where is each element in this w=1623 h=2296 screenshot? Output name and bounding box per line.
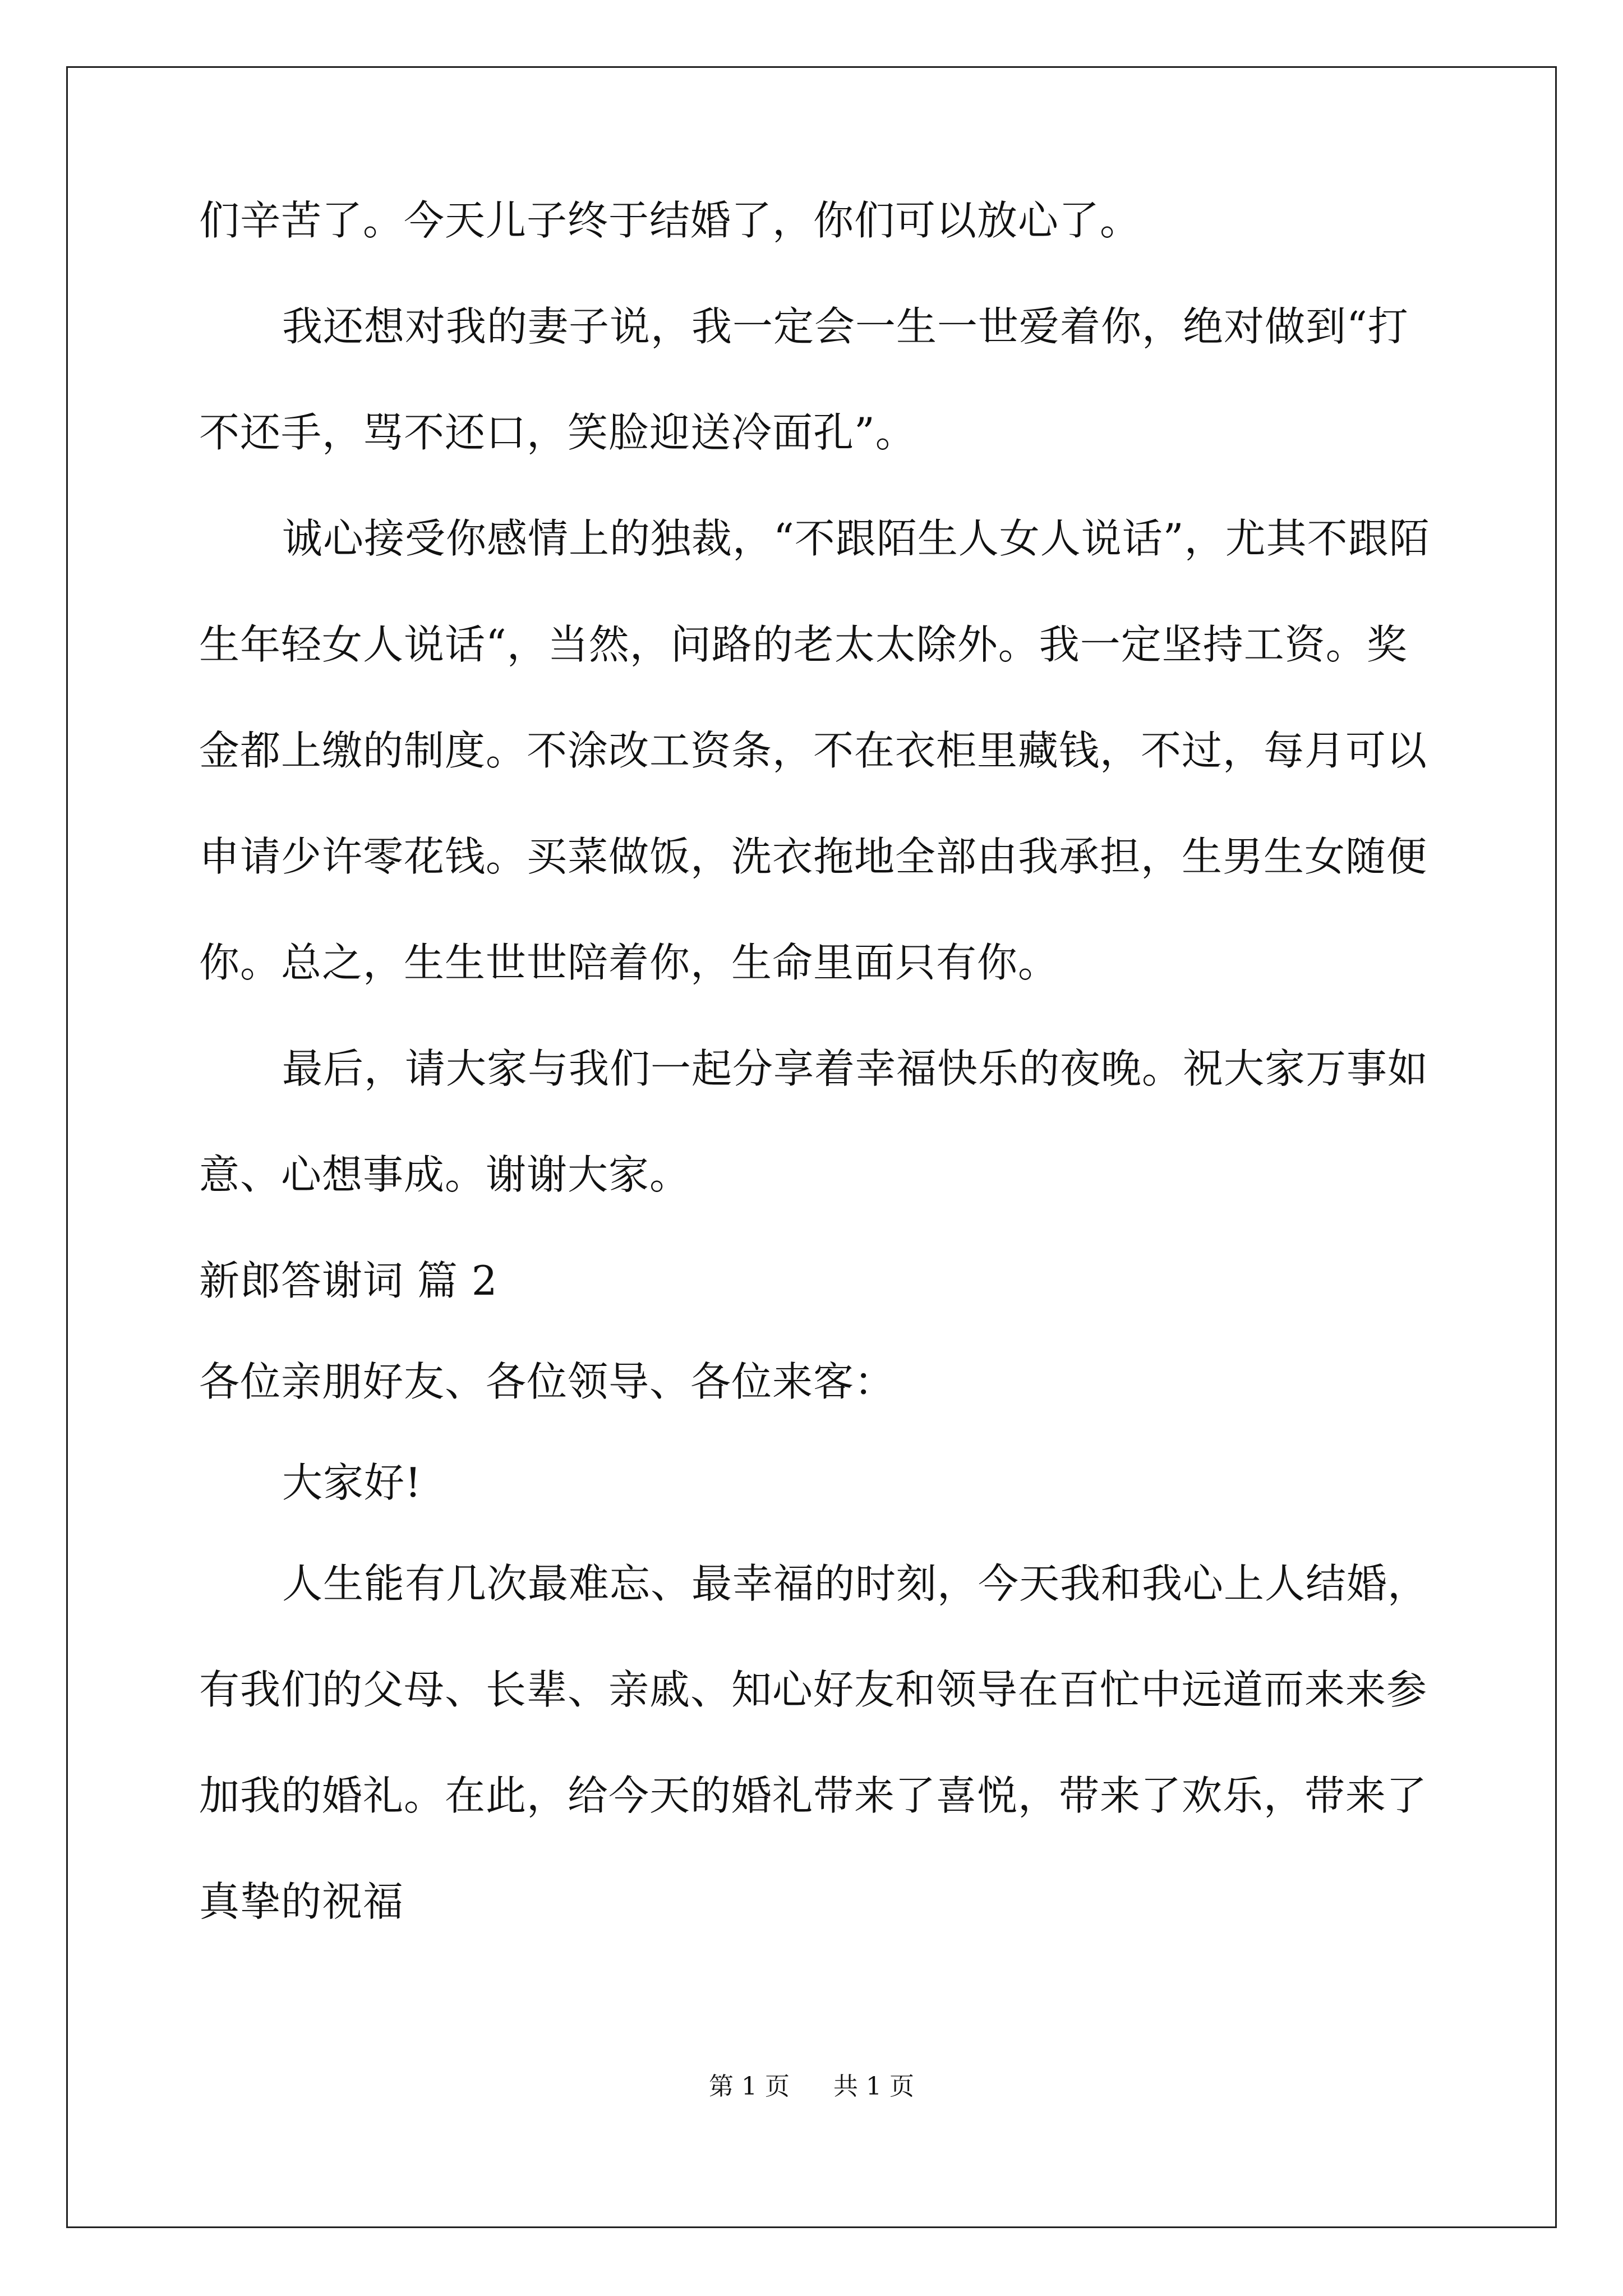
text-line-3: 不还手，骂不还口，笑脸迎送冷面孔”。 bbox=[199, 409, 916, 456]
text-line-1: 们辛苦了。今天儿子终于结婚了，你们可以放心了。 bbox=[199, 197, 1141, 244]
text-line-17: 真挚的祝福 bbox=[199, 1878, 404, 1925]
total-pages-label: 共 1 页 bbox=[833, 2072, 914, 2101]
text-line-4: 诚心接受你感情上的独裁，“不跟陌生人女人说话”，尤其不跟陌 bbox=[282, 515, 1430, 562]
text-line-7: 申请少许零花钱。买菜做饭，洗衣拖地全部由我承担，生男生女随便 bbox=[199, 833, 1428, 880]
text-line-5: 生年轻女人说话“，当然，问路的老太太除外。我一定坚持工资。奖 bbox=[199, 621, 1408, 668]
section-heading: 新郎答谢词 篇 2 bbox=[199, 1257, 498, 1304]
text-line-14: 人生能有几次最难忘、最幸福的时刻，今天我和我心上人结婚， bbox=[282, 1560, 1429, 1607]
document-body bbox=[199, 194, 1433, 1981]
salutation-line: 各位亲朋好友、各位领导、各位来客： bbox=[199, 1358, 896, 1405]
text-line-9: 最后，请大家与我们一起分享着幸福快乐的夜晚。祝大家万事如 bbox=[282, 1045, 1429, 1092]
page-footer bbox=[0, 2070, 1623, 2104]
text-line-10: 意、心想事成。谢谢大家。 bbox=[199, 1151, 691, 1198]
greeting-line: 大家好! bbox=[282, 1459, 422, 1506]
text-line-2: 我还想对我的妻子说，我一定会一生一世爱着你，绝对做到“打 bbox=[282, 303, 1409, 350]
text-line-6: 金都上缴的制度。不涂改工资条，不在衣柜里藏钱，不过，每月可以 bbox=[199, 727, 1428, 774]
text-line-8: 你。总之，生生世世陪着你，生命里面只有你。 bbox=[199, 939, 1059, 986]
text-line-15: 有我们的父母、长辈、亲戚、知心好友和领导在百忙中远道而来来参 bbox=[199, 1666, 1428, 1713]
page-number-label: 第 1 页 bbox=[709, 2072, 790, 2101]
text-line-16: 加我的婚礼。在此，给今天的婚礼带来了喜悦，带来了欢乐，带来了 bbox=[199, 1772, 1428, 1819]
